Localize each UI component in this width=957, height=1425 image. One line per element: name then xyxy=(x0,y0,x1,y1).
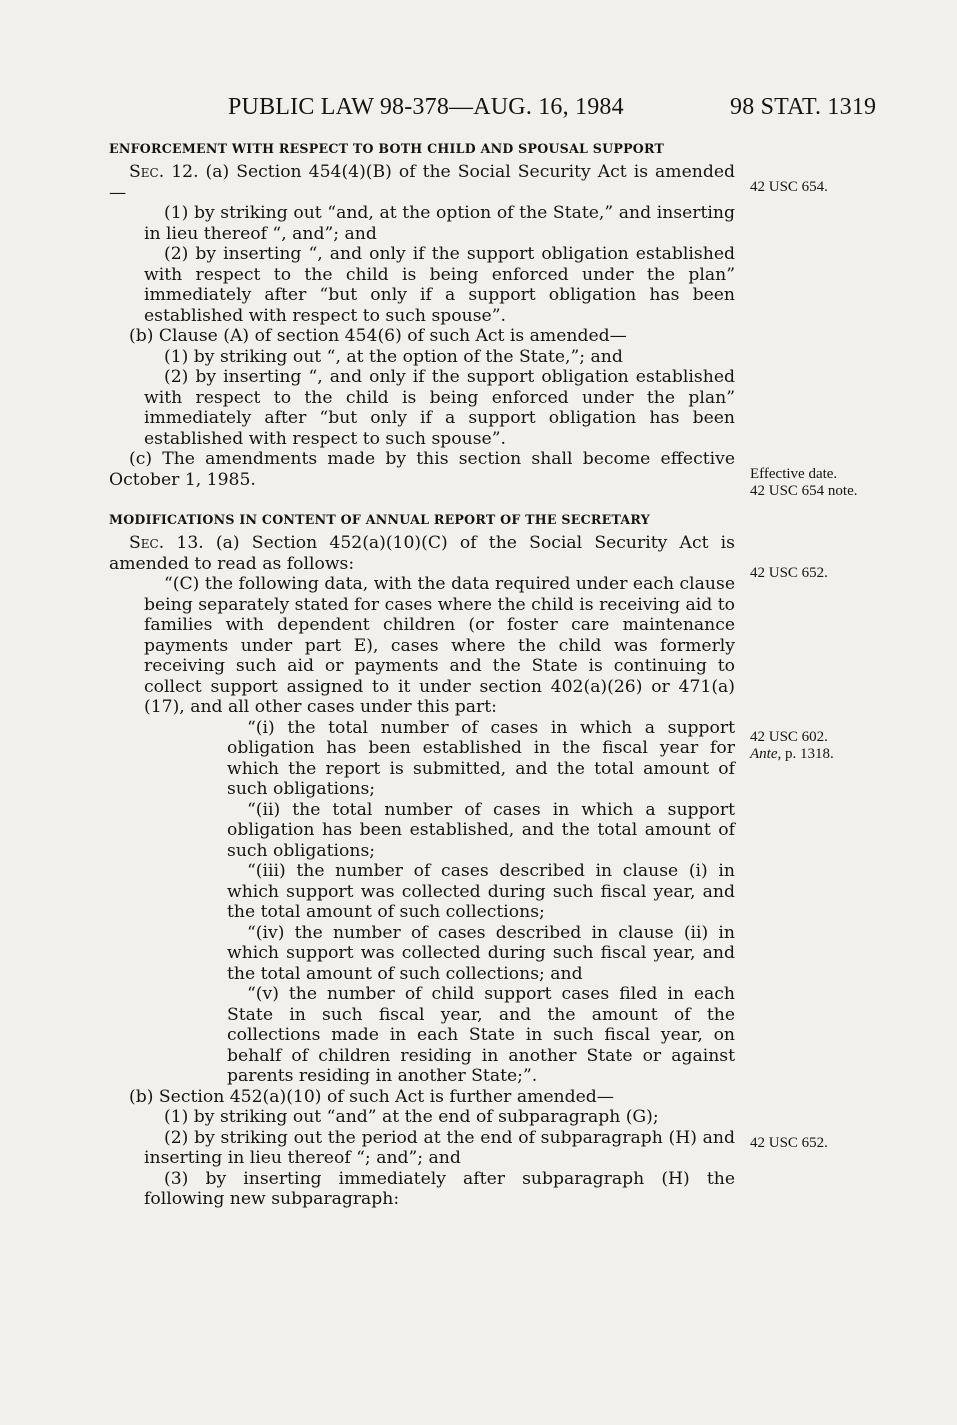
ante-page: p. 1318. xyxy=(781,746,834,762)
section-13-intro-text: 13. (a) Section 452(a)(10)(C) of the Social Security Act is amended to read as follows: xyxy=(109,533,735,574)
section-13-clause-c: “(C) the following data, with the data required under each clause being separately stated for cases where the child is receiving aid to families with dependent children (or foster care maintenance payments under part E), cases where the child was formerly receiving such aid or payments and the State is continuing to collect support assigned to it under section 402(a)(26) or 471(a)(17), and all other cases under this part: xyxy=(144,574,735,717)
section-12-intro-text: 12. (a) Section 454(4)(B) of the Social Security Act is amended— xyxy=(109,162,735,203)
margin-note-usc-654-note: 42 USC 654 note. xyxy=(750,483,858,499)
running-header-title: PUBLIC LAW 98-378—AUG. 16, 1984 xyxy=(228,94,624,120)
running-header-page: 98 STAT. 1319 xyxy=(730,94,877,120)
section-12-heading: ENFORCEMENT WITH RESPECT TO BOTH CHILD AND SPOUSAL SUPPORT xyxy=(109,141,665,156)
section-12-b1: (1) by striking out “, at the option of the State,”; and xyxy=(164,346,623,367)
section-13-b1: (1) by striking out “and” at the end of subparagraph (G); xyxy=(164,1107,659,1127)
section-13-clause-v: “(v) the number of child support cases filed in each State in such fiscal year, and the amount of the collections made in each State in such fiscal year, on behalf of children residing in another State or against parents residing in another State;”. xyxy=(227,984,735,1086)
margin-note-ante xyxy=(750,746,834,763)
section-12-a1: (1) by striking out “and, at the option of the State,” and inserting in lieu thereof “, and”; and xyxy=(144,203,735,244)
margin-note-effective-date: Effective date. xyxy=(750,466,838,482)
section-label: Sec. xyxy=(129,533,165,553)
margin-note-usc-602: 42 USC 602. xyxy=(750,729,828,745)
section-12-b2: (2) by inserting “, and only if the support obligation established with respect to the child is being enforced under the plan” immediately after “but only if a support obligation has been established with respect to such spouse”. xyxy=(144,367,735,449)
section-label: Sec. xyxy=(129,162,165,182)
section-13-clause-i: “(i) the total number of cases in which a support obligation has been established in the fiscal year for which the report is submitted, and the total amount of such obligations; xyxy=(227,717,735,799)
section-13-b: (b) Section 452(a)(10) of such Act is further amended— xyxy=(129,1086,614,1107)
section-13-clause-ii: “(ii) the total number of cases in which a support obligation has been established, and the total amount of such obligations; xyxy=(227,799,735,861)
section-12-c: (c) The amendments made by this section shall become effective October 1, 1985. xyxy=(109,449,735,490)
ante-word: Ante, xyxy=(750,746,782,762)
section-12-b: (b) Clause (A) of section 454(6) of such Act is amended— xyxy=(129,326,627,346)
margin-note-usc-652-b: 42 USC 652. xyxy=(750,1135,828,1151)
section-13-b2: (2) by striking out the period at the end of subparagraph (H) and inserting in lieu thereof “; and”; and xyxy=(144,1127,735,1168)
section-13-b3: (3) by inserting immediately after subparagraph (H) the following new subparagraph: xyxy=(144,1168,735,1209)
section-13-heading: MODIFICATIONS IN CONTENT OF ANNUAL REPORT OF THE SECRETARY xyxy=(109,512,650,527)
section-13-clause-iv: “(iv) the number of cases described in clause (ii) in which support was collected during such fiscal year, and the total amount of such collections; and xyxy=(227,922,735,984)
margin-note-usc-652: 42 USC 652. xyxy=(750,565,828,581)
margin-note-usc-654: 42 USC 654. xyxy=(750,179,828,195)
section-12-a2: (2) by inserting “, and only if the support obligation established with respect to the child is being enforced under the plan” immediately after “but only if a support obligation has been established with respect to such spouse”. xyxy=(144,244,735,326)
section-13-clause-iii: “(iii) the number of cases described in clause (i) in which support was collected during such fiscal year, and the total amount of such collections; xyxy=(227,861,735,922)
